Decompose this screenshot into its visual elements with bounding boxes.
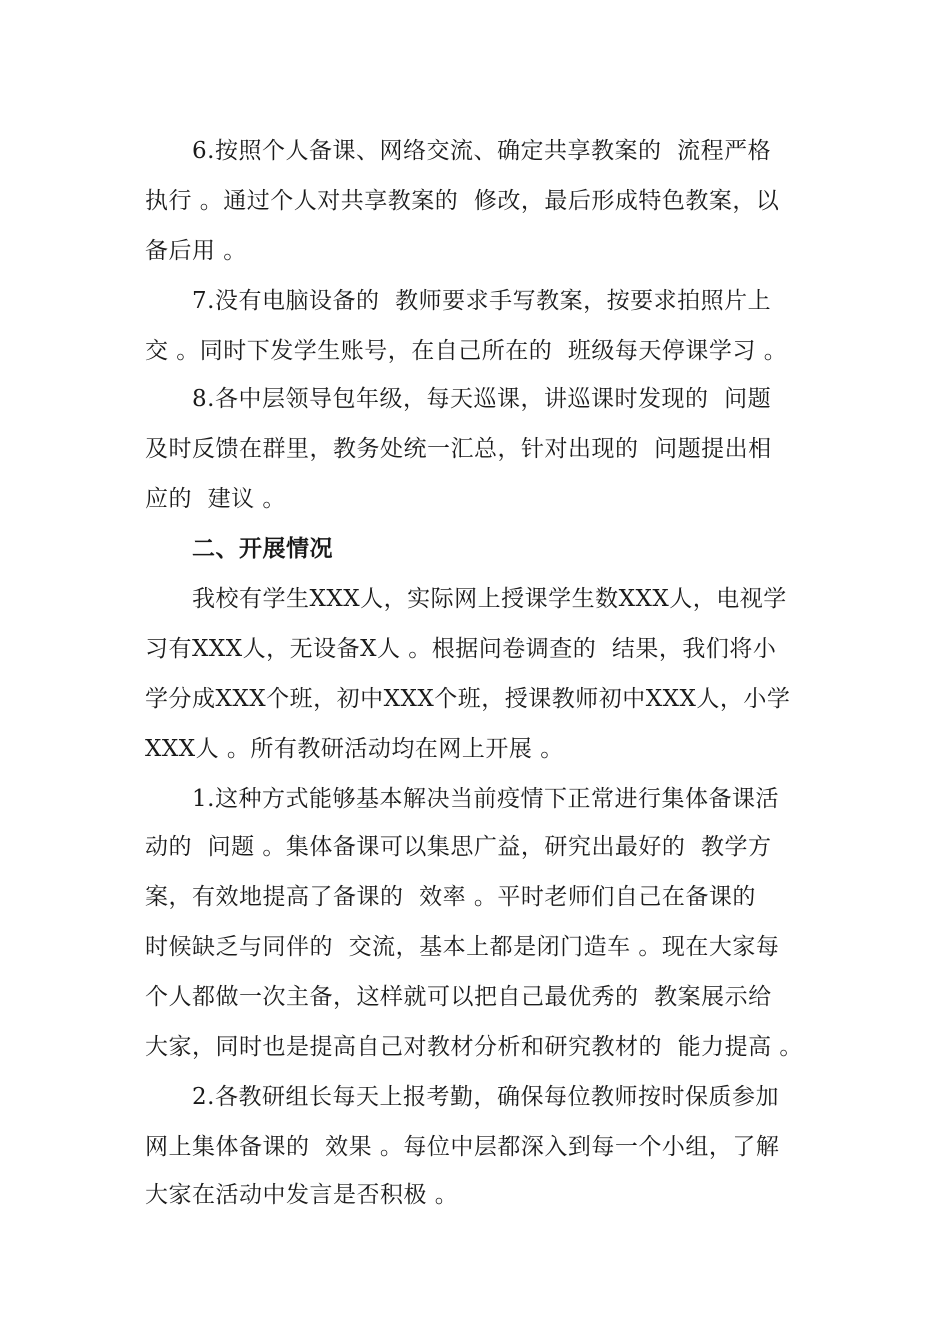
item-2-line-1: 2.各教研组长每天上报考勤，确保每位教师按时保质参加 [192,1084,779,1110]
item-1-line-5: 个人都做一次主备，这样就可以把自己最优秀的 教案展示给 [145,984,772,1010]
paragraph-7-line-2: 交 。同时下发学生账号，在自己所在的 班级每天停课学习 。 [145,338,788,364]
item-1-line-1: 1.这种方式能够基本解决当前疫情下正常进行集体备课活 [192,786,779,812]
paragraph-8-line-1: 8.各中层领导包年级，每天巡课，讲巡课时发现的 问题 [192,386,772,412]
paragraph-8-line-2: 及时反馈在群里，教务处统一汇总，针对出现的 问题提出相 [145,436,772,462]
overview-line-3: 学分成XXX个班，初中XXX个班，授课教师初中XXX人，小学 [145,686,791,712]
item-1-line-3: 案，有效地提高了备课的 效率 。平时老师们自己在备课的 [145,884,756,910]
item-1-line-2: 动的 问题 。集体备课可以集思广益，研究出最好的 教学方 [145,834,772,860]
paragraph-6-line-1: 6.按照个人备课、网络交流、确定共享教案的 流程严格 [192,138,772,164]
overview-line-1: 我校有学生XXX人，实际网上授课学生数XXX人，电视学 [192,586,787,612]
item-2-line-2: 网上集体备课的 效果 。每位中层都深入到每一个小组，了解 [145,1134,780,1160]
item-2-line-3: 大家在活动中发言是否积极 。 [145,1182,459,1208]
paragraph-7-line-1: 7.没有电脑设备的 教师要求手写教案，按要求拍照片上 [192,288,772,314]
overview-line-4: XXX人 。所有教研活动均在网上开展 。 [145,736,564,762]
paragraph-6-line-3: 备后用 。 [145,238,247,264]
overview-line-2: 习有XXX人，无设备X人 。根据问卷调查的 结果，我们将小 [145,636,777,662]
item-1-line-4: 时候缺乏与同伴的 交流，基本上都是闭门造车 。现在大家每 [145,934,780,960]
paragraph-8-line-3: 应的 建议 。 [145,486,286,512]
item-1-line-6: 大家，同时也是提高自己对教材分析和研究教材的 能力提高 。 [145,1034,803,1060]
section-heading: 二、开展情况 [192,536,333,562]
paragraph-6-line-2: 执行 。通过个人对共享教案的 修改，最后形成特色教案，以 [145,188,780,214]
